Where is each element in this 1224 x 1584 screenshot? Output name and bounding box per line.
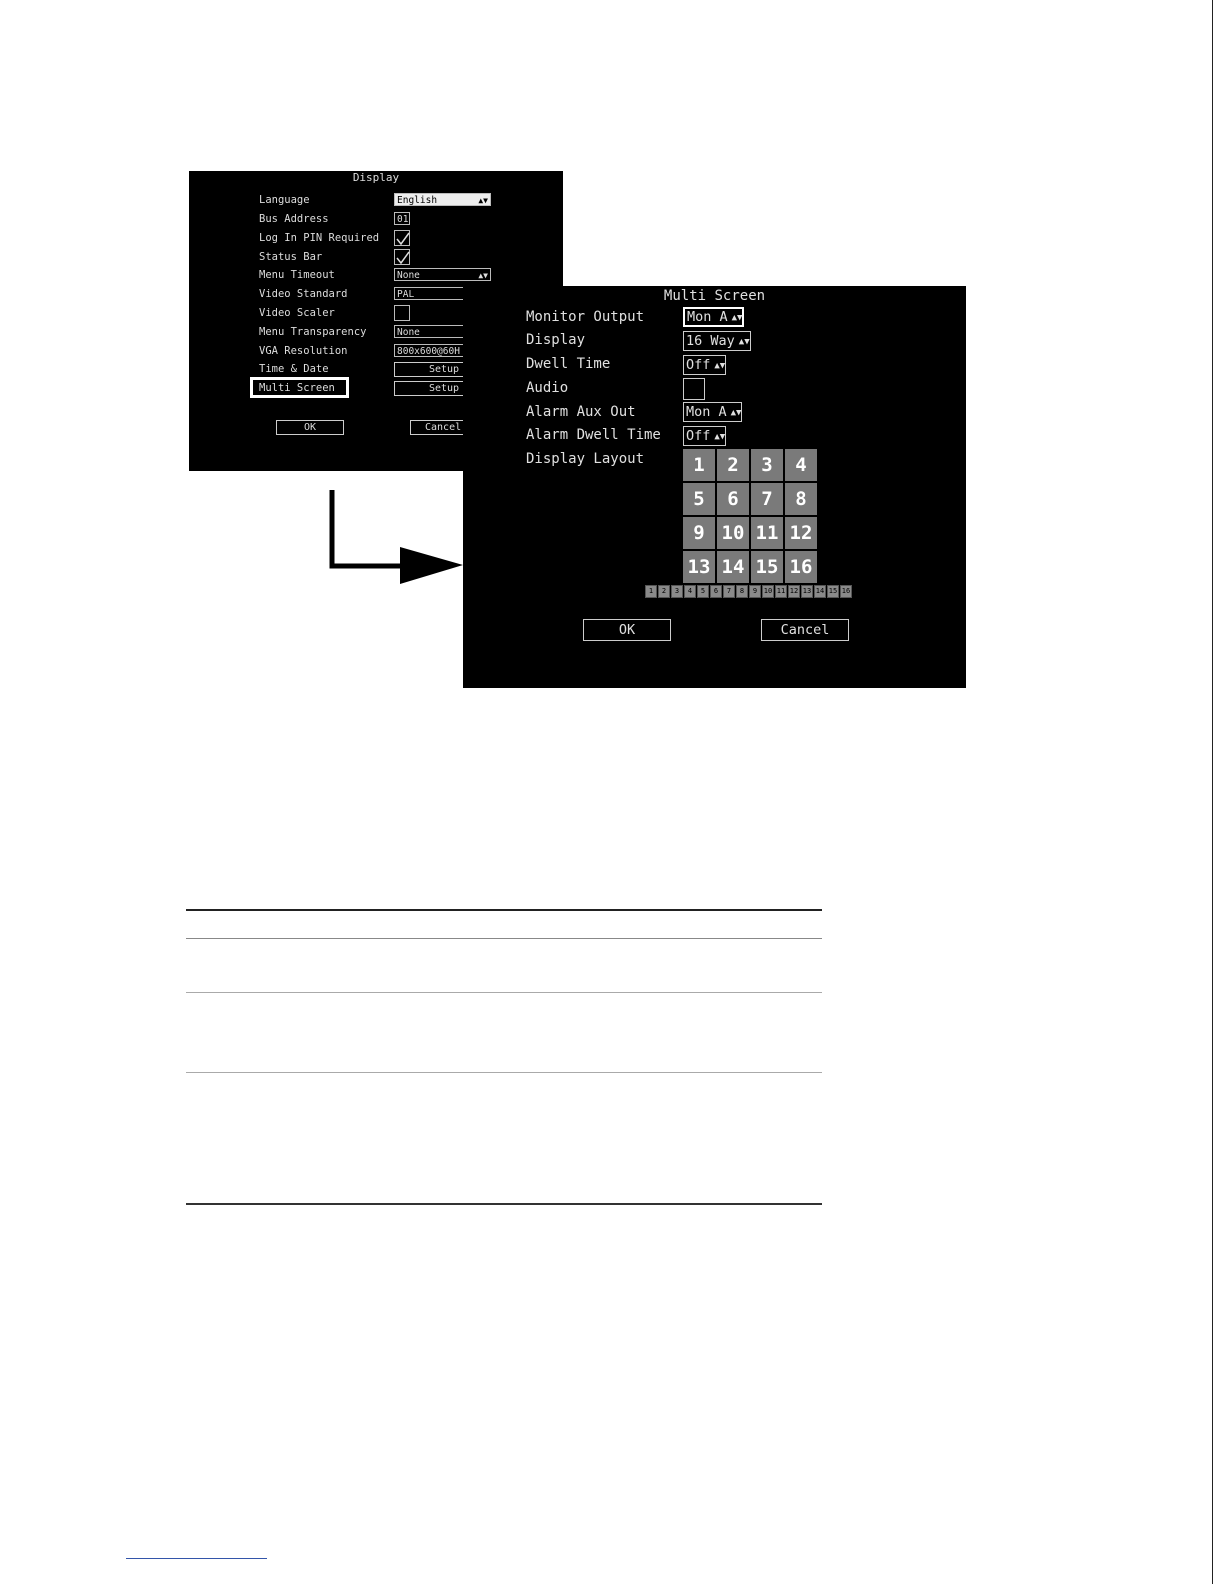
- vga-resolution-label: VGA Resolution: [259, 345, 348, 357]
- audio-checkbox[interactable]: [683, 378, 705, 400]
- flow-arrow-icon: [320, 485, 466, 587]
- display-label: Display: [526, 332, 586, 348]
- alarm-aux-out-select[interactable]: Mon A ▲▼: [683, 402, 742, 422]
- login-pin-checkbox[interactable]: [394, 230, 410, 246]
- layout-cell[interactable]: 5: [683, 483, 715, 515]
- table-row-rule: [186, 992, 822, 993]
- audio-label: Audio: [526, 380, 569, 396]
- login-pin-label: Log In PIN Required: [259, 232, 380, 244]
- multi-screen-dialog: [463, 286, 966, 688]
- camera-tile[interactable]: 16: [840, 585, 852, 598]
- layout-grid: [683, 449, 817, 583]
- layout-cell[interactable]: 11: [751, 517, 783, 549]
- layout-cell[interactable]: 2: [717, 449, 749, 481]
- display-cancel-button[interactable]: Cancel: [410, 420, 490, 435]
- menu-timeout-label: Menu Timeout: [259, 269, 335, 281]
- alarm-dwell-time-select[interactable]: Off ▲▼: [683, 426, 726, 446]
- layout-cell[interactable]: 10: [717, 517, 749, 549]
- table-row-rule: [186, 1072, 822, 1073]
- dwell-time-label: Dwell Time: [526, 356, 611, 372]
- status-bar-label: Status Bar: [259, 251, 323, 263]
- camera-tile[interactable]: 4: [684, 585, 696, 598]
- layout-cell[interactable]: 16: [785, 551, 817, 583]
- vga-resolution-select[interactable]: 800x600@60H: [394, 344, 474, 357]
- layout-cell[interactable]: 8: [785, 483, 817, 515]
- table-header-rule: [186, 938, 822, 939]
- layout-cell[interactable]: 13: [683, 551, 715, 583]
- multi-screen-setup-button[interactable]: Setup: [394, 381, 474, 396]
- camera-tile[interactable]: 14: [814, 585, 826, 598]
- camera-tile[interactable]: 7: [723, 585, 735, 598]
- display-dialog-title: Display: [352, 171, 400, 184]
- spin-arrows-icon: ▲▼: [714, 432, 726, 442]
- camera-tile[interactable]: 13: [801, 585, 813, 598]
- camera-tile[interactable]: 8: [736, 585, 748, 598]
- multi-ok-button[interactable]: OK: [583, 619, 671, 641]
- multi-screen-label[interactable]: Multi Screen: [259, 382, 335, 394]
- layout-cell[interactable]: 12: [785, 517, 817, 549]
- camera-tile[interactable]: 1: [645, 585, 657, 598]
- monitor-output-select[interactable]: Mon A ▲▼: [683, 307, 744, 327]
- layout-cell[interactable]: 15: [751, 551, 783, 583]
- page-edge-line: [1212, 0, 1213, 1584]
- dwell-time-select[interactable]: Off ▲▼: [683, 355, 726, 375]
- camera-tile[interactable]: 11: [775, 585, 787, 598]
- display-mode-select[interactable]: 16 Way ▲▼: [683, 331, 751, 351]
- time-date-setup-button[interactable]: Setup: [394, 362, 474, 377]
- monitor-output-label: Monitor Output: [526, 309, 645, 325]
- camera-tile[interactable]: 9: [749, 585, 761, 598]
- status-bar-checkbox[interactable]: [394, 249, 410, 265]
- spin-arrows-icon: ▲▼: [731, 313, 743, 323]
- display-layout-label: Display Layout: [526, 451, 645, 467]
- layout-cell[interactable]: 3: [751, 449, 783, 481]
- camera-tile[interactable]: 2: [658, 585, 670, 598]
- layout-cell[interactable]: 9: [683, 517, 715, 549]
- table-bottom-rule: [186, 1203, 822, 1205]
- alarm-aux-out-label: Alarm Aux Out: [526, 404, 636, 420]
- video-scaler-checkbox[interactable]: [394, 305, 410, 321]
- layout-cell[interactable]: 6: [717, 483, 749, 515]
- layout-cell[interactable]: 14: [717, 551, 749, 583]
- spin-arrows-icon: ▲▼: [714, 361, 726, 371]
- display-ok-button[interactable]: OK: [276, 420, 344, 435]
- camera-tile[interactable]: 3: [671, 585, 683, 598]
- spin-arrows-icon: ▲▼: [478, 196, 488, 205]
- camera-tile[interactable]: 12: [788, 585, 800, 598]
- spin-arrows-icon: ▲▼: [738, 337, 750, 347]
- layout-cell[interactable]: 7: [751, 483, 783, 515]
- language-label: Language: [259, 194, 310, 206]
- spin-arrows-icon: ▲▼: [730, 408, 742, 418]
- checkmark-icon: [395, 250, 411, 266]
- multi-cancel-button[interactable]: Cancel: [761, 619, 849, 641]
- menu-transparency-select[interactable]: None: [394, 325, 474, 338]
- menu-transparency-label: Menu Transparency: [259, 326, 367, 338]
- menu-timeout-select[interactable]: None ▲▼: [394, 268, 491, 281]
- layout-cell[interactable]: 1: [683, 449, 715, 481]
- bus-address-input[interactable]: 01: [394, 212, 410, 225]
- camera-tile[interactable]: 10: [762, 585, 774, 598]
- video-scaler-label: Video Scaler: [259, 307, 335, 319]
- language-select[interactable]: English ▲▼: [394, 193, 491, 206]
- table-top-rule: [186, 909, 822, 911]
- camera-tile[interactable]: 15: [827, 585, 839, 598]
- camera-strip: [645, 585, 852, 598]
- checkmark-icon: [395, 231, 411, 247]
- bus-address-label: Bus Address: [259, 213, 329, 225]
- video-standard-select[interactable]: PAL: [394, 287, 474, 300]
- camera-tile[interactable]: 5: [697, 585, 709, 598]
- layout-cell[interactable]: 4: [785, 449, 817, 481]
- video-standard-label: Video Standard: [259, 288, 348, 300]
- footer-link-underline: [126, 1558, 267, 1559]
- multi-screen-dialog-title: Multi Screen: [663, 288, 766, 304]
- spin-arrows-icon: ▲▼: [478, 271, 488, 280]
- alarm-dwell-time-label: Alarm Dwell Time: [526, 427, 661, 443]
- time-date-label: Time & Date: [259, 363, 329, 375]
- camera-tile[interactable]: 6: [710, 585, 722, 598]
